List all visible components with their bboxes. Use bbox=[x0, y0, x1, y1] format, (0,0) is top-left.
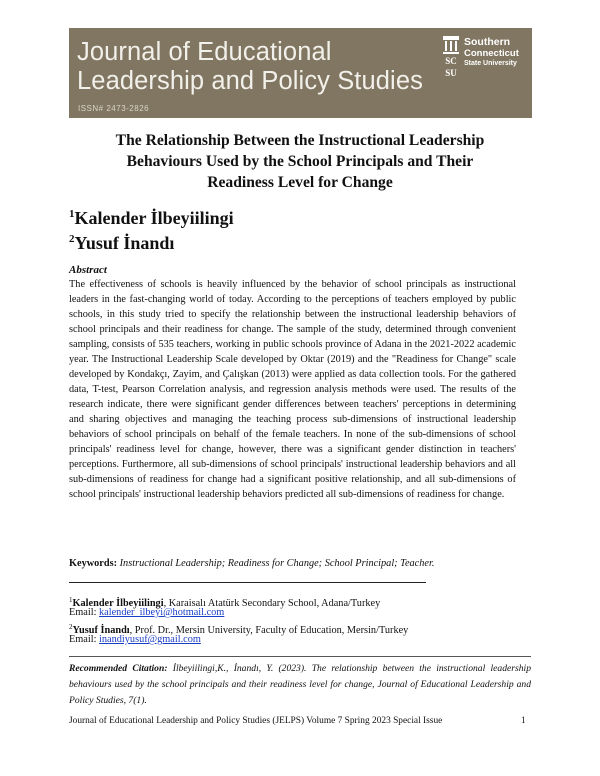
affiliation-2-email-row bbox=[69, 633, 201, 647]
keywords-label: Keywords: bbox=[69, 558, 118, 569]
citation-divider bbox=[69, 656, 531, 657]
author-2-sup: 2 bbox=[69, 233, 75, 245]
recommended-citation bbox=[69, 661, 531, 709]
email-1-label: Email: bbox=[69, 607, 100, 618]
journal-title bbox=[77, 38, 423, 96]
author-1 bbox=[69, 203, 234, 229]
university-name-line1: Southern bbox=[464, 36, 511, 48]
issn-label: ISSN# 2473-2826 bbox=[78, 104, 150, 113]
svg-text:SC: SC bbox=[445, 56, 457, 66]
university-logo-icon bbox=[442, 36, 460, 80]
paper-title: The Relationship Between the Instructional Leadership Behaviours Used by the School Principals and Their Readiness Level for Change bbox=[115, 132, 485, 191]
affiliation-2-detail: , Prof. Dr., Mersin University, Faculty of Education, Mersin/Turkey bbox=[129, 625, 409, 636]
university-name-line2: Connecticut bbox=[464, 48, 519, 59]
affiliation-2-name: Yusuf İnandı bbox=[72, 625, 130, 636]
citation-text: İlbeyiilingi,K., İnandı, Y. (2023). The relationship between the instructional leadership behaviours used by the school principals and their readiness level for change, Journal of Educational Leadership and Policy Studies, 7(1). bbox=[69, 663, 531, 706]
email-2-label: Email: bbox=[69, 634, 100, 645]
page-number: 1 bbox=[521, 716, 526, 726]
journal-title-line2: Leadership and Policy Studies bbox=[77, 67, 423, 95]
journal-title-line1: Journal of Educational bbox=[77, 38, 332, 66]
affiliation-1-email-row bbox=[69, 606, 224, 620]
abstract-heading: Abstract bbox=[69, 264, 107, 276]
journal-banner bbox=[69, 28, 532, 118]
keywords bbox=[69, 558, 529, 569]
author-1-sup: 1 bbox=[69, 208, 75, 220]
email-1-link[interactable]: kalender_ilbeyi@hotmail.com bbox=[99, 607, 225, 618]
page-footer: Journal of Educational Leadership and Policy Studies (JELPS) Volume 7 Spring 2023 Special Issue bbox=[69, 716, 443, 726]
keywords-text: Instructional Leadership; Readiness for Change; School Principal; Teacher. bbox=[119, 558, 435, 569]
abstract-body: The effectiveness of schools is heavily influenced by the behavior of school principals as instructional leaders in the fast-changing world of today. According to the perceptions of teachers employed by public schools, in this study tried to specify the relationship between the instructional leadership behaviors of school principals and their readiness for change. The sample of the study, determined through convenient sampling, consists of 535 teachers, working in public schools province of Adana in the 2021-2022 academic year. The Instructional Leadership Scale developed by Oktar (2019) and the "Readiness for Change" scale developed by Kondakçı, Zayim, and Çalışkan (2013) were applied as data collection tools. For the gathered data, T-test, Pearson Correlation analysis, and regression analysis methods were used. The results of the research indicate, there were significant gender differences between teachers' perceptions in determining and sharing objectives and managing the teaching process sub-dimensions of instructional leadership behaviors of school principals on behalf of the female teachers. In none of the sub-dimensions of school principals' readiness level for change, however, there was a significant gender distinction in teachers' perceptions. Furthermore, all sub-dimensions of school principals' instructional leadership behaviors and all sub-dimensions of readiness for change had a significant positive relationship, and all sub-dimensions of school principals' instructional leadership behaviors predicted all sub-dimensions of readiness for change. bbox=[69, 279, 516, 500]
divider bbox=[69, 582, 426, 583]
citation-label: Recommended Citation: bbox=[69, 663, 168, 674]
university-name bbox=[464, 36, 519, 69]
author-2-name: Yusuf İnandı bbox=[74, 233, 175, 253]
author-1-name: Kalender İlbeyiilingi bbox=[74, 208, 234, 228]
affiliation-2-sup: 2 bbox=[69, 623, 73, 631]
affiliation-1-name: Kalender İlbeyiilingi bbox=[72, 598, 164, 609]
author-2 bbox=[69, 228, 174, 254]
affiliation-1-sup: 1 bbox=[69, 596, 73, 604]
svg-text:SU: SU bbox=[445, 68, 457, 78]
university-name-line3: State University bbox=[464, 60, 517, 67]
affiliation-1-detail: , Karaisalı Atatürk Secondary School, Adana/Turkey bbox=[163, 598, 381, 609]
email-2-link[interactable]: inandiyusuf@gmail.com bbox=[99, 634, 201, 645]
